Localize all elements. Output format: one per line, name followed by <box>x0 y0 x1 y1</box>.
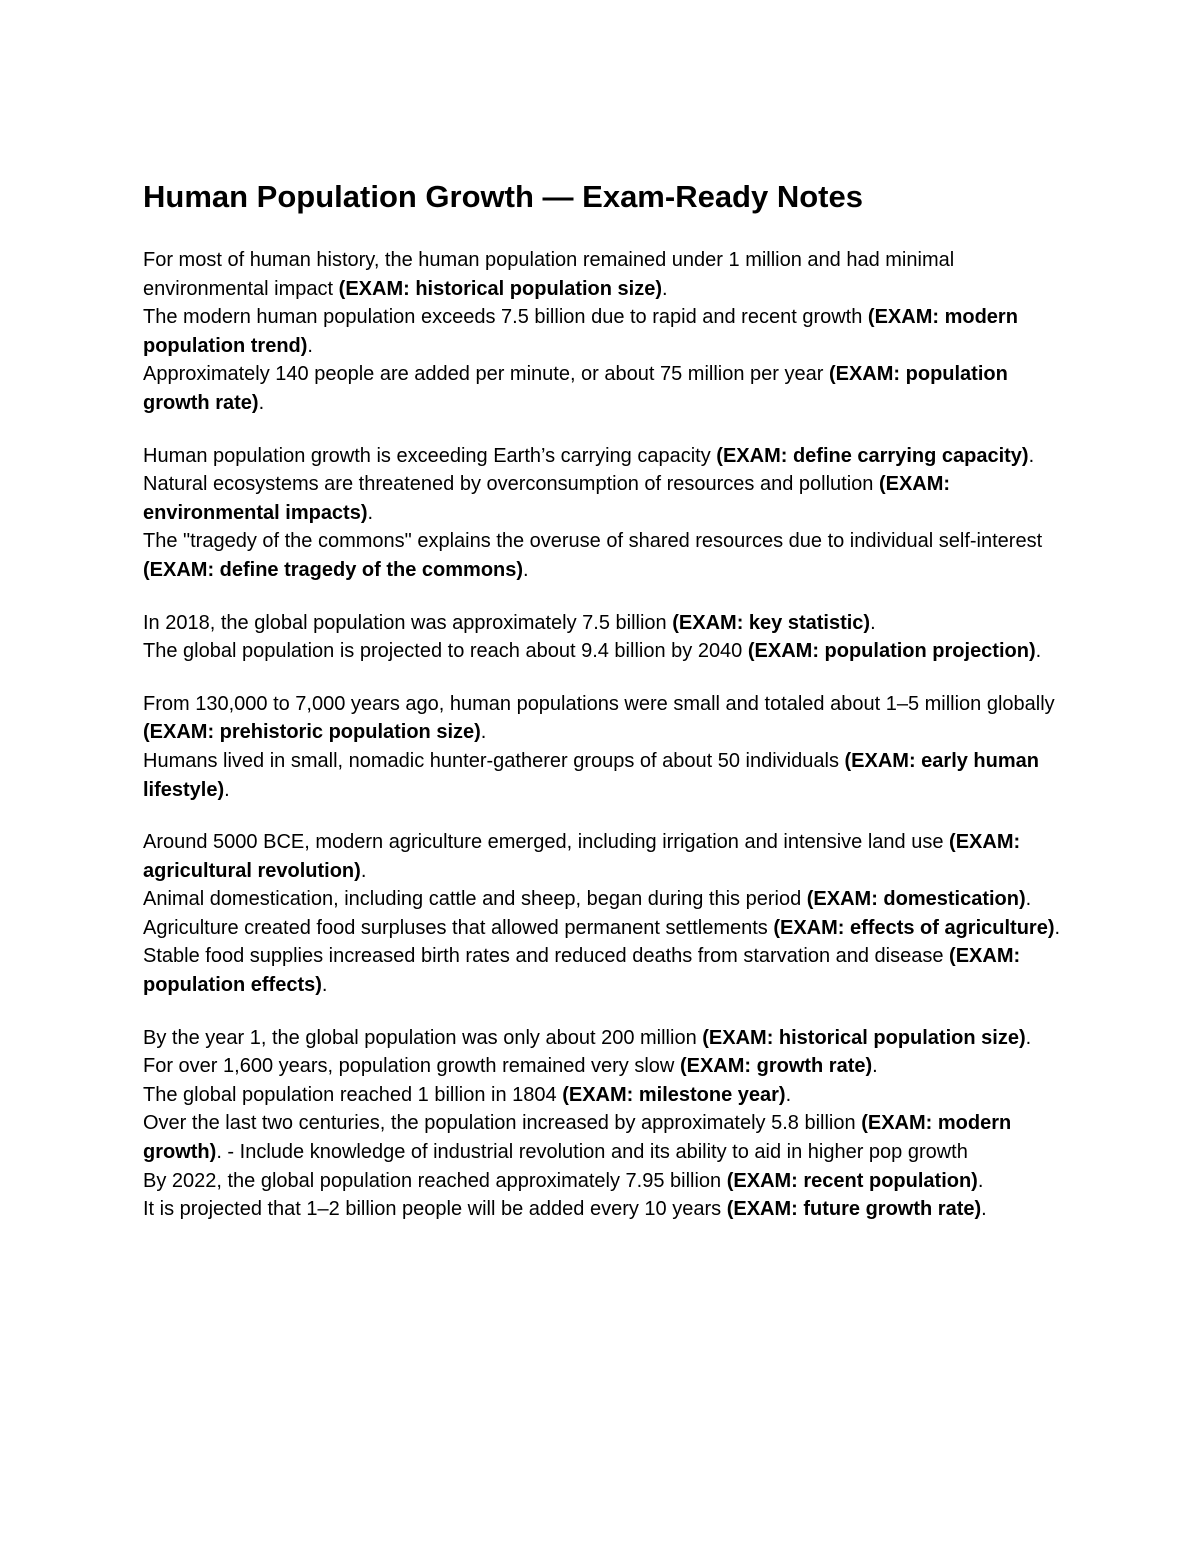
note-text: For over 1,600 years, population growth remained very slow <box>143 1055 680 1078</box>
note-suffix: . <box>258 391 265 414</box>
exam-tag: (EXAM: agricultural revolution) <box>143 831 1021 882</box>
exam-tag: (EXAM: historical population size) <box>702 1026 1026 1049</box>
note-line <box>143 360 1063 417</box>
note-text: Over the last two centuries, the population increased by approximately 5.8 billion <box>143 1112 862 1135</box>
note-suffix: . <box>981 1198 987 1221</box>
note-line <box>143 527 1063 584</box>
exam-tag: (EXAM: recent population) <box>726 1169 978 1192</box>
note-section <box>143 828 1063 1000</box>
note-suffix: . <box>480 721 487 744</box>
note-suffix: . <box>977 1169 984 1192</box>
note-suffix: . <box>360 859 367 882</box>
note-line <box>143 609 1063 638</box>
document-page <box>143 178 1063 1248</box>
note-suffix: . <box>1025 888 1032 911</box>
note-text: By 2022, the global population reached approximately 7.95 billion <box>143 1169 727 1192</box>
note-text: Stable food supplies increased birth rates and reduced deaths from starvation and disease <box>143 945 950 968</box>
note-text: For most of human history, the human population remained under 1 million and had minimal environmental impact <box>143 249 955 300</box>
exam-tag: (EXAM: define carrying capacity) <box>716 444 1029 467</box>
note-section <box>143 246 1063 418</box>
note-text: Humans lived in small, nomadic hunter-gatherer groups of about 50 individuals <box>143 749 845 772</box>
note-text: The global population reached 1 billion in 1804 <box>143 1083 563 1106</box>
note-suffix: . <box>1028 444 1035 467</box>
note-suffix: . - Include knowledge of industrial revolution and its ability to aid in higher pop growth <box>216 1141 968 1164</box>
exam-tag: (EXAM: modern population trend) <box>143 306 1018 357</box>
note-line <box>143 885 1063 914</box>
note-section <box>143 690 1063 804</box>
note-line <box>143 828 1063 885</box>
note-line <box>143 1167 1063 1196</box>
exam-tag: (EXAM: prehistoric population size) <box>143 721 481 744</box>
note-section <box>143 609 1063 666</box>
notes-body <box>143 246 1063 1224</box>
document-title: Human Population Growth — Exam-Ready Notes <box>143 179 863 214</box>
exam-tag: (EXAM: environmental impacts) <box>143 473 951 524</box>
exam-tag: (EXAM: population projection) <box>747 640 1036 663</box>
exam-tag: (EXAM: population growth rate) <box>143 363 1008 414</box>
exam-tag: (EXAM: historical population size) <box>338 277 663 300</box>
note-suffix: . <box>307 334 313 357</box>
exam-tag: (EXAM: domestication) <box>806 888 1026 911</box>
exam-tag: (EXAM: early human lifestyle) <box>143 749 1039 801</box>
note-suffix: . <box>1054 916 1061 939</box>
note-text: The global population is projected to reach about 9.4 billion by 2040 <box>143 640 748 663</box>
note-suffix: . <box>224 778 230 801</box>
note-suffix: . <box>662 277 668 300</box>
note-text: Human population growth is exceeding Earth’s carrying capacity <box>143 444 717 467</box>
note-line <box>143 303 1063 360</box>
note-text: Approximately 140 people are added per minute, or about 75 million per year <box>143 363 829 386</box>
note-section <box>143 1024 1063 1224</box>
note-line <box>143 914 1063 943</box>
note-text: By the year 1, the global population was only about 200 million <box>143 1026 703 1049</box>
note-text: The modern human population exceeds 7.5 billion due to rapid and recent growth <box>143 306 868 329</box>
note-line <box>143 442 1063 471</box>
note-line <box>143 1052 1063 1081</box>
note-suffix: . <box>367 501 374 524</box>
note-suffix: . <box>523 558 529 581</box>
note-line <box>143 1024 1063 1053</box>
note-line <box>143 1081 1063 1110</box>
note-text: It is projected that 1–2 billion people will be added every 10 years <box>143 1198 727 1221</box>
note-text: Around 5000 BCE, modern agriculture emerged, including irrigation and intensive land use <box>143 831 950 854</box>
note-line <box>143 942 1063 999</box>
note-line <box>143 1109 1063 1166</box>
note-suffix: . <box>1025 1026 1032 1049</box>
note-text: Animal domestication, including cattle and sheep, began during this period <box>143 888 807 911</box>
note-text: Agriculture created food surpluses that allowed permanent settlements <box>143 916 774 939</box>
note-line <box>143 690 1063 747</box>
exam-tag: (EXAM: future growth rate) <box>726 1198 982 1221</box>
note-suffix: . <box>1035 640 1042 663</box>
note-text: In 2018, the global population was approximately 7.5 billion <box>143 611 673 634</box>
note-suffix: . <box>872 1055 878 1078</box>
note-line <box>143 470 1063 527</box>
exam-tag: (EXAM: key statistic) <box>672 611 871 634</box>
note-section <box>143 442 1063 585</box>
exam-tag: (EXAM: milestone year) <box>562 1083 786 1106</box>
note-suffix: . <box>785 1083 792 1106</box>
exam-tag: (EXAM: modern growth) <box>143 1112 1012 1164</box>
exam-tag: (EXAM: population effects) <box>143 945 1021 997</box>
note-line <box>143 637 1063 666</box>
note-text: Natural ecosystems are threatened by overconsumption of resources and pollution <box>143 473 879 496</box>
note-line <box>143 246 1063 303</box>
note-line <box>143 747 1063 804</box>
exam-tag: (EXAM: growth rate) <box>679 1055 873 1078</box>
note-text: The "tragedy of the commons" explains the overuse of shared resources due to individual self-interest <box>143 530 1043 553</box>
exam-tag: (EXAM: effects of agriculture) <box>773 916 1055 939</box>
note-suffix: . <box>321 974 328 997</box>
note-suffix: . <box>870 611 876 634</box>
exam-tag: (EXAM: define tragedy of the commons) <box>143 558 524 581</box>
note-text: From 130,000 to 7,000 years ago, human populations were small and totaled about 1–5 million globally <box>143 692 1055 715</box>
note-line <box>143 1195 1063 1224</box>
